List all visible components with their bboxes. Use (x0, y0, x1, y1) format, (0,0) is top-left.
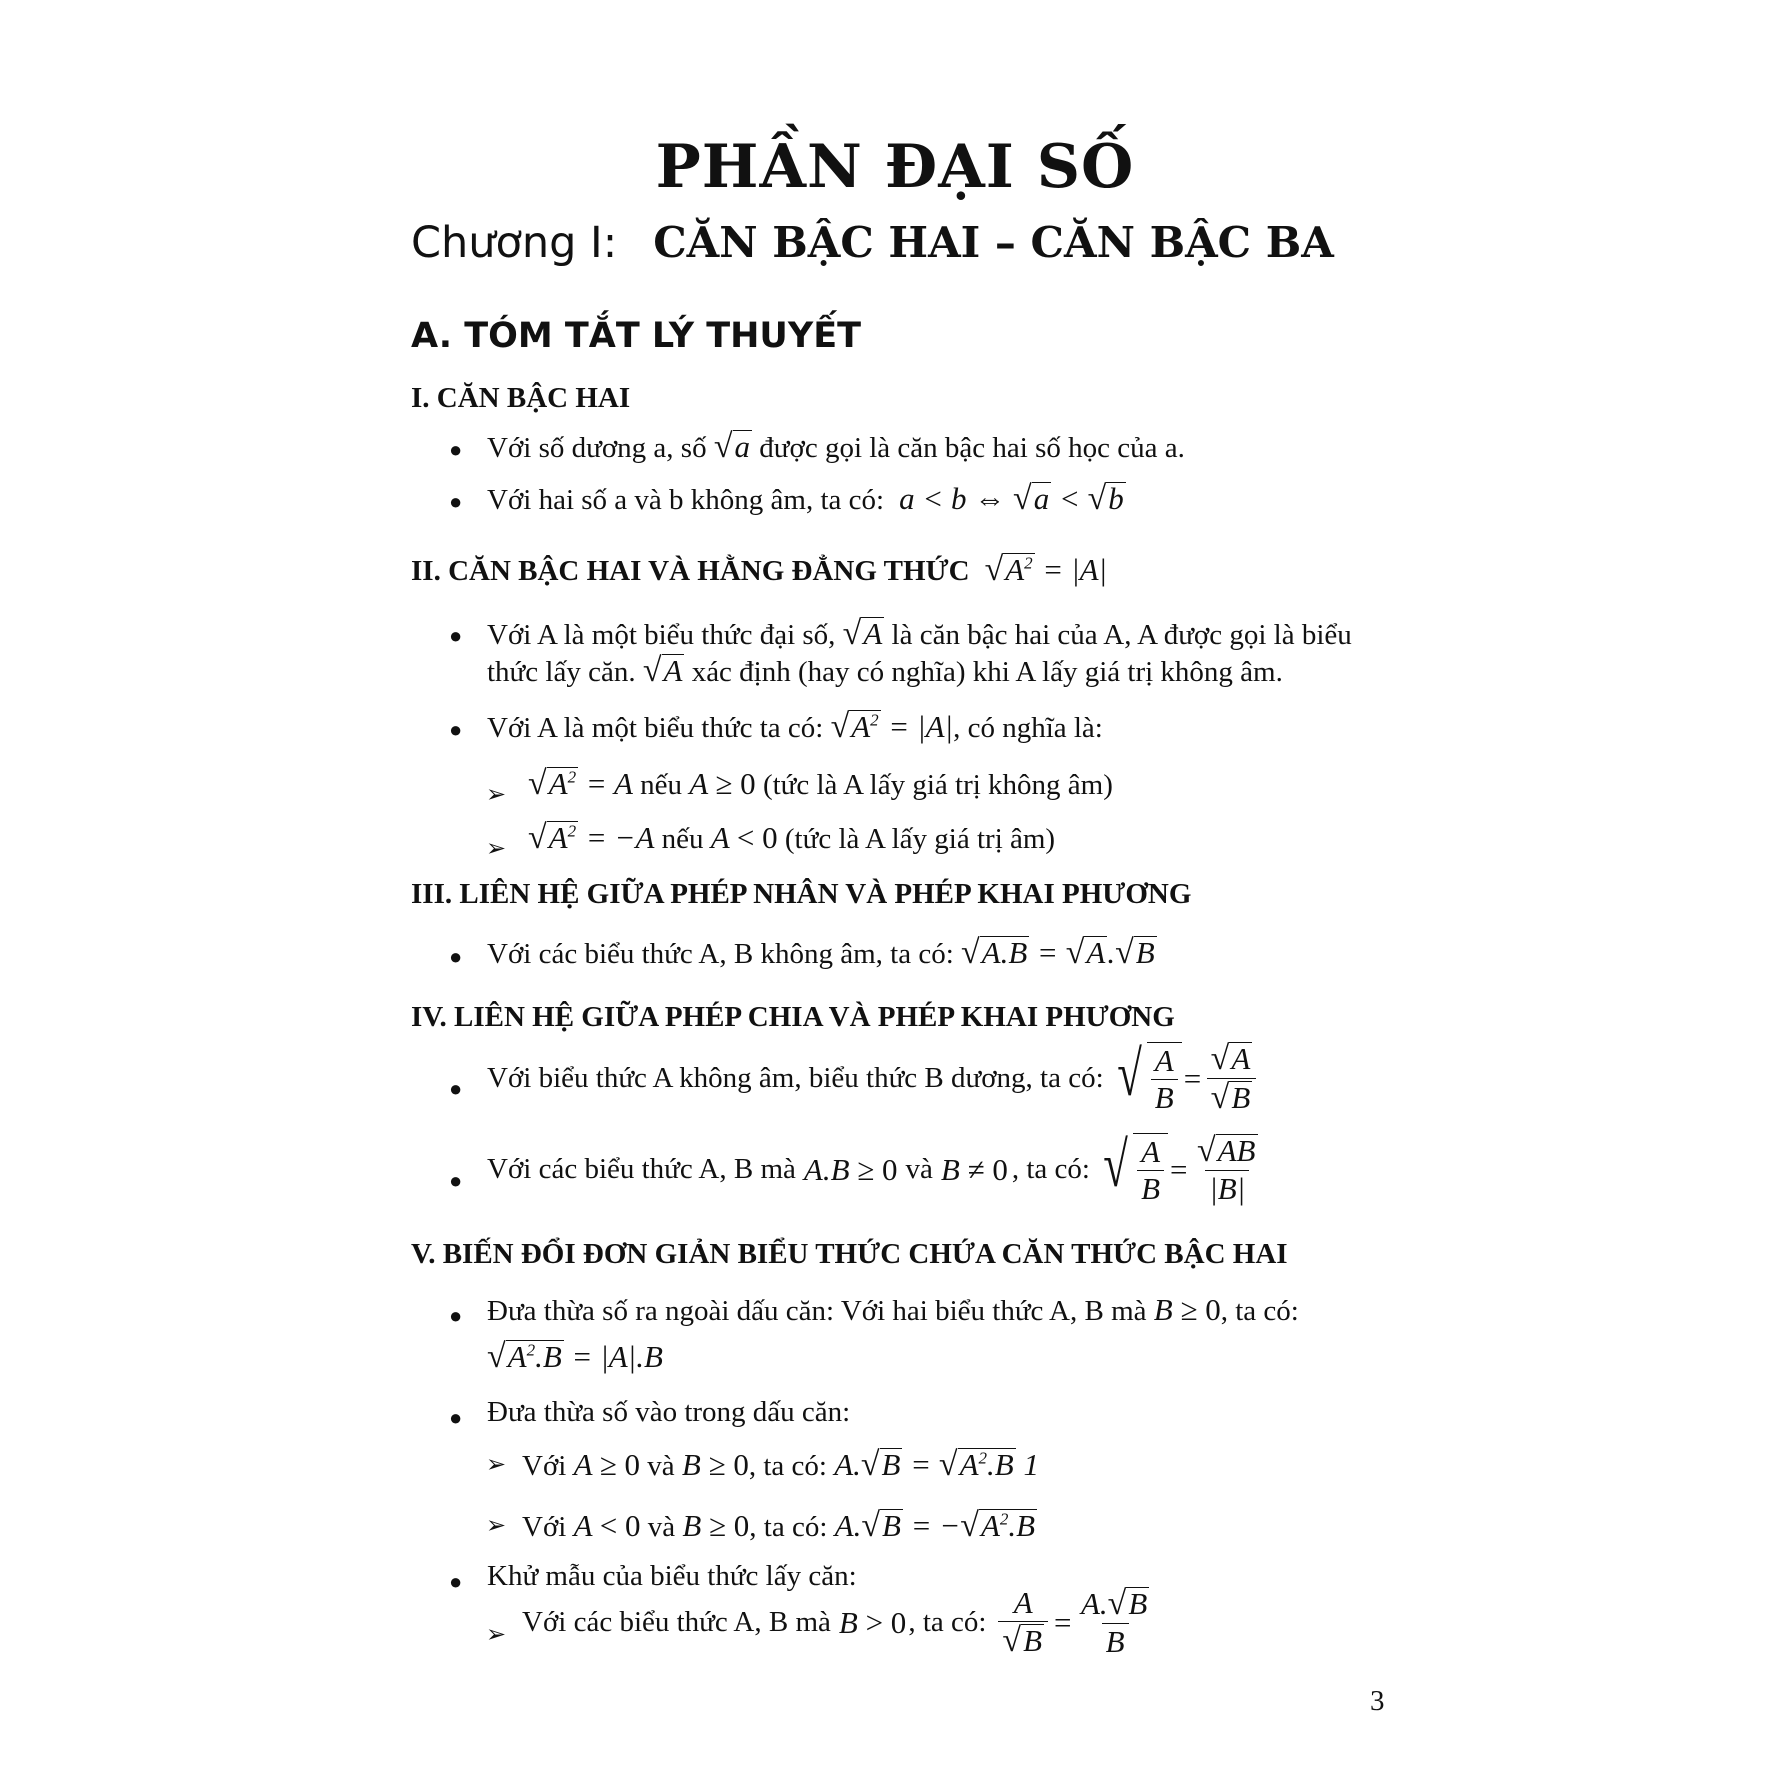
chapter-heading (411, 218, 1334, 268)
bullet-icon: ● (449, 1303, 463, 1328)
bullet-icon: ● (449, 944, 463, 969)
section-a-heading: A. TÓM TẮT LÝ THUYẾT (411, 316, 861, 356)
arrow-bullet-icon: ➢ (486, 1452, 507, 1478)
s2-bullet-2: Với A là một biểu thức ta có: $√A^2 = |A|$, có nghĩa là: (487, 708, 1103, 745)
bullet-icon: ● (449, 1076, 463, 1101)
math-formula: $√A^2 = A$ (528, 765, 633, 802)
s2-bullet-1b: thức lấy căn. √A xác định (hay có nghĩa) khi A lấy giá trị không âm. (487, 652, 1283, 689)
math-formula: √ $\frac{A}{B}$ = $\frac{√A}{√B}$ (1112, 1040, 1261, 1117)
arrow-bullet-icon: ➢ (486, 836, 507, 862)
bullet-icon: ● (449, 489, 463, 514)
s3-bullet-1: Với các biểu thức A, B không âm, ta có: √A.B = √A.√B (487, 934, 1155, 971)
math-formula: $√A^2 = |A|$ (830, 708, 954, 745)
s5-arrow-1: Với A ≥ 0 và B ≥ 0, ta có: $A.√B = √A^2.B$ 1 (522, 1446, 1039, 1483)
s2-bullet-1a: Với A là một biểu thức đại số, √A là căn bậc hai của A, A được gọi là biểu (487, 615, 1352, 652)
math-formula: $\frac{A}{√B}$ = $\frac{A.√B}{B}$ (994, 1585, 1157, 1660)
s4-bullet-2: Với các biểu thức A, B mà A.B ≥ 0 và B ≠ 0 , ta có: √ $\frac{A}{B}$ = $\frac{√AB}{|B|}$ (487, 1132, 1266, 1207)
arrow-bullet-icon: ➢ (486, 1622, 507, 1648)
s2-arrow-2: $√A^2 = -A$ nếu A < 0 (tức là A lấy giá trị âm) (528, 819, 1056, 856)
chapter-label: Chương I: (411, 218, 618, 268)
heading-ii: II. CĂN BẬC HAI VÀ HẰNG ĐẲNG THỨC $√A^2 = |A|$ (411, 551, 1108, 588)
heading-iv: IV. LIÊN HỆ GIỮA PHÉP CHIA VÀ PHÉP KHAI PHƯƠNG (411, 1001, 1175, 1033)
bullet-icon: ● (449, 437, 463, 462)
s5-arrow-3: Với các biểu thức A, B mà B > 0 , ta có: $\frac{A}{√B}$ = $\frac{A.√B}{B}$ (522, 1585, 1157, 1660)
page-number: 3 (1370, 1685, 1385, 1717)
math-formula: √A (642, 652, 683, 689)
math-formula: $√A^2 = -A$ (528, 819, 655, 856)
math-sqrt-a: √a (713, 428, 751, 465)
bullet-icon: ● (449, 1405, 463, 1430)
s5-arrow-2: Với A < 0 và B ≥ 0, ta có: $A.√B = -√A^2.B$ (522, 1507, 1036, 1544)
math-formula: $√A^2 = |A|$ (984, 551, 1108, 588)
arrow-bullet-icon: ➢ (486, 1513, 507, 1539)
math-formula: √A (842, 615, 883, 652)
math-formula: a < b ⇔ √a < √b (891, 480, 1124, 517)
math-formula: √ $\frac{A}{B}$ = $\frac{√AB}{|B|}$ (1103, 1128, 1256, 1206)
s4-bullet-1: Với biểu thức A không âm, biểu thức B dương, ta có: √ $\frac{A}{B}$ = $\frac{√A}{√B}$ (487, 1040, 1260, 1117)
heading-v: V. BIẾN ĐỔI ĐƠN GIẢN BIỂU THỨC CHỨA CĂN THỨC BẬC HAI (411, 1238, 1288, 1270)
s2-arrow-1: $√A^2 = A$ nếu A ≥ 0 (tức là A lấy giá trị không âm) (528, 765, 1113, 802)
chapter-name: CĂN BẬC HAI – CĂN BẬC BA (653, 218, 1334, 267)
s5-bullet-2: Đưa thừa số vào trong dấu căn: (487, 1396, 851, 1428)
s5-bullet-1b (487, 1338, 663, 1376)
bullet-icon: ● (449, 1168, 463, 1193)
math-formula: √A.B = √A.√B (961, 934, 1155, 971)
bullet-icon: ● (449, 717, 463, 742)
arrow-bullet-icon: ➢ (486, 782, 507, 808)
math-formula: $A.√B = √A^2.B$ 1 (834, 1446, 1039, 1483)
math-formula: $A.√B = -√A^2.B$ (834, 1507, 1036, 1544)
math-formula: $√A^2.B = |A|.B$ (487, 1338, 663, 1375)
bullet-icon: ● (449, 1569, 463, 1594)
bullet-icon: ● (449, 623, 463, 648)
part-title: PHẦN ĐẠI SỐ (655, 132, 1135, 202)
s5-bullet-3: Khử mẫu của biểu thức lấy căn: (487, 1560, 857, 1592)
heading-i: I. CĂN BẬC HAI (411, 382, 631, 414)
s1-bullet-1: Với số dương a, số √a được gọi là căn bậc hai số học của a. (487, 428, 1185, 465)
s5-bullet-1a: Đưa thừa số ra ngoài dấu căn: Với hai biểu thức A, B mà B ≥ 0, ta có: (487, 1292, 1299, 1327)
s1-bullet-2: Với hai số a và b không âm, ta có: a < b ⇔ √a < √b (487, 480, 1124, 517)
heading-iii: III. LIÊN HỆ GIỮA PHÉP NHÂN VÀ PHÉP KHAI PHƯƠNG (411, 878, 1192, 910)
